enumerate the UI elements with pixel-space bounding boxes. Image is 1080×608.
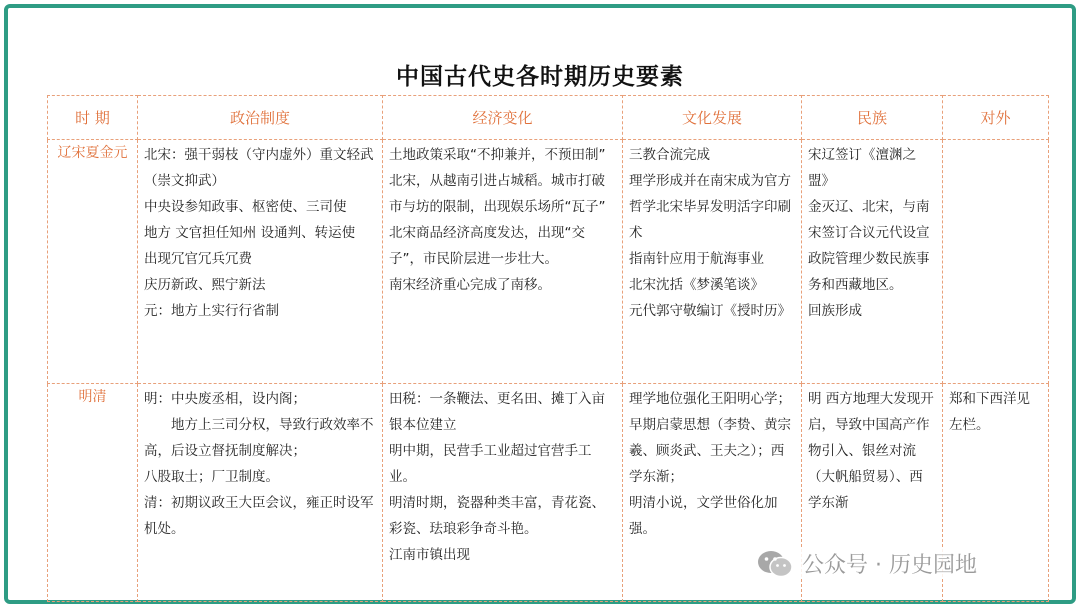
header-period: 时 期 bbox=[48, 96, 138, 140]
cell-line: 北宋商品经济高度发达，出现“交子”，市民阶层进一步壮大。 bbox=[389, 225, 585, 267]
header-economy: 经济变化 bbox=[383, 96, 623, 140]
page-title: 中国古代史各时期历史要素 bbox=[396, 64, 684, 90]
header-foreign: 对外 bbox=[943, 96, 1049, 140]
table-row bbox=[48, 140, 1049, 384]
cell-line: 明中期，民营手工业超过官营手工业。 bbox=[389, 443, 592, 485]
header-row bbox=[48, 96, 1049, 140]
cell-line: 明清小说，文学世俗化加强。 bbox=[629, 495, 778, 537]
cell-line: 南宋经济重心完成了南移。 bbox=[389, 277, 551, 293]
politics-cell bbox=[138, 384, 383, 602]
period-cell: 明清 bbox=[48, 384, 138, 602]
history-table bbox=[47, 95, 1049, 602]
cell-line: 理学形成并在南宋成为官方哲学北宋毕昇发明活字印刷术 bbox=[629, 173, 791, 241]
cell-line: 江南市镇出现 bbox=[389, 547, 470, 563]
cell-line: 出现冗官冗兵冗费 bbox=[144, 251, 252, 267]
header-ethnic: 民族 bbox=[802, 96, 943, 140]
header-culture: 文化发展 bbox=[623, 96, 802, 140]
cell-line: 金灭辽、北宋，与南宋签订合议元代设宣政院管理少数民族事务和西藏地区。 bbox=[808, 199, 930, 293]
cell-line: 明 西方地理大发现开启，导致中国高产作物引入、银丝对流（大帆船贸易）、西学东渐 bbox=[808, 391, 934, 511]
cell-line: 元代郭守敬编订《授时历》 bbox=[629, 303, 791, 319]
foreign-cell bbox=[943, 140, 1049, 384]
politics-cell bbox=[138, 140, 383, 384]
cell-line: 指南针应用于航海事业 bbox=[629, 251, 764, 267]
cell-line: 元：地方上实行行省制 bbox=[144, 303, 279, 319]
cell-line: 庆历新政、熙宁新法 bbox=[144, 277, 266, 293]
watermark-text: 公众号 · 历史园地 bbox=[802, 553, 977, 578]
cell-line: 回族形成 bbox=[808, 303, 862, 319]
cell-line: 明：中央废丞相，设内阁； bbox=[144, 391, 306, 407]
cell-line: 宋辽签订《澶渊之盟》 bbox=[808, 147, 916, 189]
cell-line: 理学地位强化王阳明心学；早期启蒙思想（李贽、黄宗羲、顾炎武、王夫之）；西学东渐； bbox=[629, 391, 791, 485]
economy-cell bbox=[383, 384, 623, 602]
cell-line: 北宋：强干弱枝（守内虚外）重文轻武（崇文抑武） bbox=[144, 147, 374, 189]
economy-cell bbox=[383, 140, 623, 384]
wechat-icon bbox=[756, 549, 794, 579]
cell-line: 土地政策采取“不抑兼并，不预田制” bbox=[389, 147, 606, 163]
cell-line: 地方上三司分权，导致行政效率不高，后设立督抚制度解决； bbox=[144, 417, 374, 459]
cell-line: 清：初期议政王大臣会议，雍正时设军机处。 bbox=[144, 495, 374, 537]
cell-line: 北宋沈括《梦溪笔谈》 bbox=[629, 277, 764, 293]
cell-line: 明清时期，瓷器种类丰富，青花瓷、彩瓷、珐琅彩争奇斗艳。 bbox=[389, 495, 605, 537]
header-politics: 政治制度 bbox=[138, 96, 383, 140]
cell-line: 八股取士；厂卫制度。 bbox=[144, 469, 279, 485]
cell-line: 三教合流完成 bbox=[629, 147, 710, 163]
cell-line: 郑和下西洋见左栏。 bbox=[949, 391, 1030, 433]
culture-cell bbox=[623, 140, 802, 384]
ethnic-cell bbox=[802, 140, 943, 384]
cell-line: 田税：一条鞭法、更名田、摊丁入亩 bbox=[389, 391, 605, 407]
period-cell: 辽宋夏金元 bbox=[48, 140, 138, 384]
cell-line: 银本位建立 bbox=[389, 417, 457, 433]
cell-line: 地方 文官担任知州 设通判、转运使 bbox=[144, 225, 356, 241]
cell-line: 中央设参知政事、枢密使、三司使 bbox=[144, 199, 347, 215]
cell-line: 北宋，从越南引进占城稻。城市打破市与坊的限制，出现娱乐场所“瓦子” bbox=[389, 173, 606, 215]
watermark bbox=[752, 548, 981, 579]
